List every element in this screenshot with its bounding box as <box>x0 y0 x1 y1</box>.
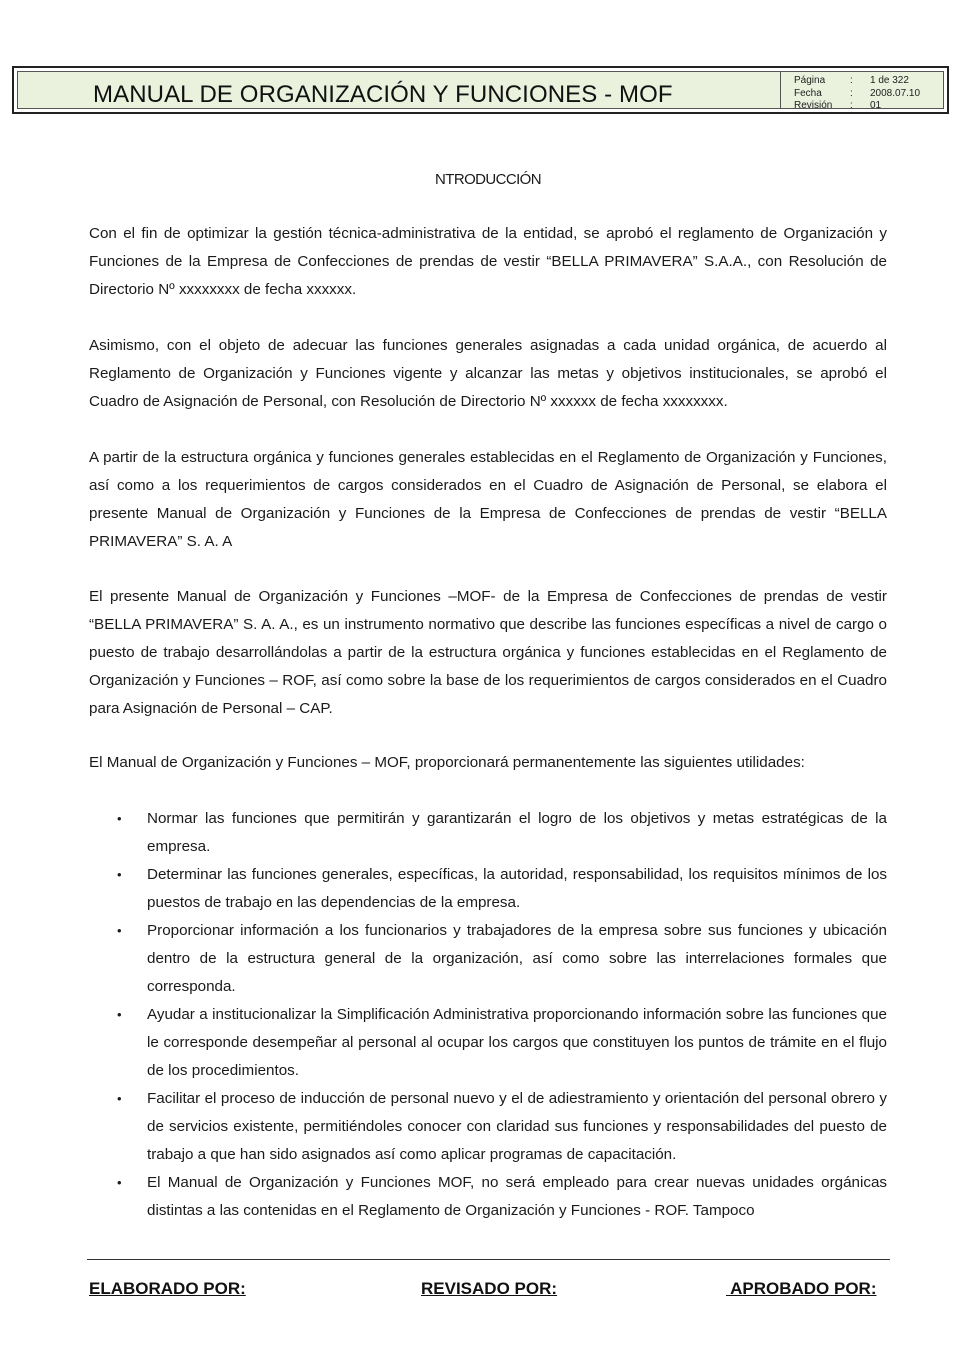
meta-page-sep: : <box>850 75 853 86</box>
list-item-text: Proporcionar información a los funcionarios y trabajadores de la empresa sobre sus funciones y ubicación dentro de la estructura general de la organización, así como sobre las interrelaciones formales que corresponda. <box>147 922 887 995</box>
paragraph-1: Con el fin de optimizar la gestión técnica-administrativa de la entidad, se aprobó el reglamento de Organización y Funciones de la Empresa de Confecciones de prendas de vestir “BELLA PRIMAVERA” S.A.A., con Resolución de Directorio Nº xxxxxxxx de fecha xxxxxx. <box>89 225 887 298</box>
bullet-icon: • <box>117 1091 122 1106</box>
meta-revision <box>794 100 920 113</box>
list-item-text: El Manual de Organización y Funciones MOF, no será empleado para crear nuevas unidades orgánicas distintas a las contenidas en el Reglamento de Organización y Funciones - ROF. Tampoco <box>147 1174 887 1219</box>
meta-date <box>794 88 920 101</box>
bullet-icon: • <box>117 811 122 826</box>
list-item <box>89 861 887 917</box>
bullet-icon: • <box>117 1007 122 1022</box>
list-item-text: Facilitar el proceso de inducción de personal nuevo y el de adiestramiento y orientación del personal obrero y de servicios existente, permitiéndoles conocer con claridad sus funciones y responsabilidades del puesto de trabajo a que han sido asignados así como aplicar programas de capacitación. <box>147 1090 887 1163</box>
meta-page <box>794 75 920 88</box>
document-title: MANUAL DE ORGANIZACIÓN Y FUNCIONES - MOF <box>93 81 673 108</box>
meta-page-value: 1 de 322 <box>870 75 909 86</box>
list-item <box>89 1169 887 1225</box>
meta-date-sep: : <box>850 87 853 99</box>
list-item-text: Normar las funciones que permitirán y garantizarán el logro de los objetivos y metas estratégicas de la empresa. <box>147 810 887 855</box>
bullet-icon: • <box>117 1175 122 1190</box>
meta-date-value: 2008.07.10 <box>870 87 921 99</box>
list-item-text: Ayudar a institucionalizar la Simplificación Administrativa proporcionando información sobre las funciones que le corresponde desempeñar al personal al ocupar los cargos que constituyen los puntos de trámite en el flujo de los procedimientos. <box>147 1006 887 1079</box>
meta-revision-sep: : <box>850 100 853 111</box>
aprobado-por-label: APROBADO POR: <box>726 1279 877 1298</box>
paragraph-5: El Manual de Organización y Funciones – MOF, proporcionará permanentemente las siguientes utilidades: <box>89 754 805 771</box>
utilities-list <box>89 805 887 1225</box>
list-item <box>89 805 887 861</box>
bullet-icon: • <box>117 867 122 882</box>
section-title: NTRODUCCIÓN <box>435 171 541 188</box>
list-item-text: Determinar las funciones generales, específicas, la autoridad, responsabilidad, los requisitos mínimos de los puestos de trabajo en las dependencias de la empresa. <box>147 866 887 911</box>
paragraph-2: Asimismo, con el objeto de adecuar las funciones generales asignadas a cada unidad orgánica, de acuerdo al Reglamento de Organización y Funciones vigente y alcanzar las metas y objetivos institucionales, se aprobó el Cuadro de Asignación de Personal, con Resolución de Directorio Nº xxxxxx de fecha xxxxxxxx. <box>89 337 887 410</box>
meta-revision-value: 01 <box>870 100 882 111</box>
paragraph-4: El presente Manual de Organización y Funciones –MOF- de la Empresa de Confecciones de prendas de vestir “BELLA PRIMAVERA” S. A. A., es un instrumento normativo que describe las funciones específicas a nivel de cargo o puesto de trabajo desarrollándolas a partir de la estructura orgánica y funciones establecidas en el Reglamento de Organización y Funciones – ROF, así como sobre la base de los requerimientos de cargos considerados en el Cuadro para Asignación de Personal – CAP. <box>89 588 887 717</box>
header-panel <box>17 71 944 109</box>
paragraph-3: A partir de la estructura orgánica y funciones generales establecidas en el Reglamento de Organización y Funciones, así como a los requerimientos de cargos considerados en el Cuadro de Asignación de Personal, se elabora el presente Manual de Organización y Funciones de la Empresa de Confecciones de prendas de vestir “BELLA PRIMAVERA” S. A. A <box>89 449 887 550</box>
list-item <box>89 917 887 1001</box>
elaborado-por-label: ELABORADO POR: <box>89 1279 246 1298</box>
document-meta <box>794 75 920 113</box>
footer-divider <box>87 1259 890 1260</box>
header-divider <box>780 72 781 108</box>
meta-date-label: Fecha <box>794 87 822 99</box>
list-item <box>89 1085 887 1169</box>
revisado-por-label: REVISADO POR: <box>421 1279 558 1298</box>
bullet-icon: • <box>117 923 122 938</box>
list-item <box>89 1001 887 1085</box>
document-header <box>12 66 949 114</box>
meta-revision-label: Revisión <box>794 100 833 111</box>
meta-page-label: Página <box>794 75 826 86</box>
